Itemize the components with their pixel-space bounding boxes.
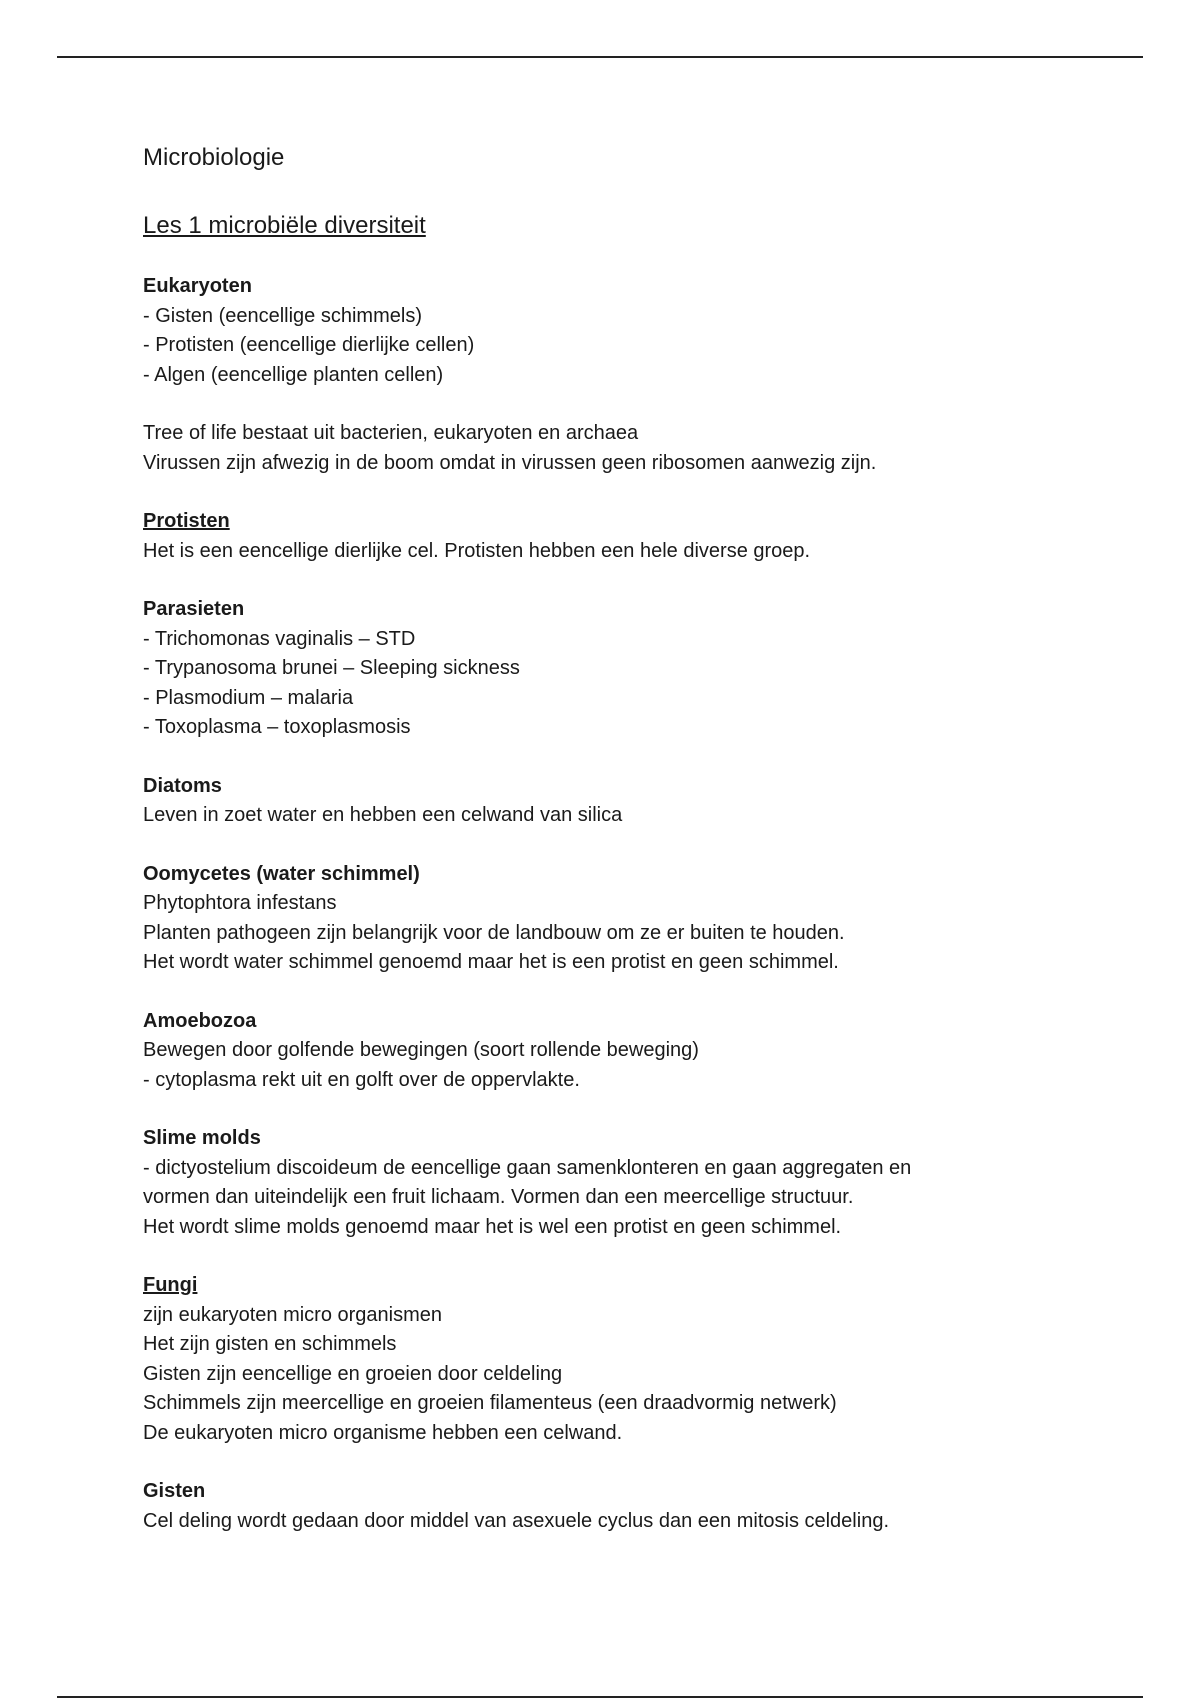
section xyxy=(143,1477,1093,1536)
section-heading: Eukaryoten xyxy=(143,275,252,297)
header-rule xyxy=(57,56,1143,58)
text-line: Planten pathogeen zijn belangrijk voor de landbouw om ze er buiten te houden. xyxy=(143,921,845,944)
text-line: zijn eukaryoten micro organismen xyxy=(143,1303,443,1326)
section-heading: Protisten xyxy=(143,510,230,532)
section-heading: Gisten xyxy=(143,1480,206,1502)
section-heading: Diatoms xyxy=(143,774,222,797)
section-heading: Parasieten xyxy=(143,598,245,620)
section-heading: Amoebozoa xyxy=(143,1009,257,1032)
text-line: Het zijn gisten en schimmels xyxy=(143,1333,397,1355)
section xyxy=(143,507,1093,566)
text-line: Cel deling wordt gedaan door middel van asexuele cyclus dan een mitosis celdeling. xyxy=(143,1509,889,1532)
sections-container xyxy=(143,272,1093,1536)
text-line: Virussen zijn afwezig in de boom omdat in virussen geen ribosomen aanwezig zijn. xyxy=(143,451,877,474)
text-line: Leven in zoet water en hebben een celwand van silica xyxy=(143,804,623,826)
text-line: - Algen (eencellige planten cellen) xyxy=(143,363,444,386)
text-line: De eukaryoten micro organisme hebben een celwand. xyxy=(143,1421,623,1444)
text-line: - Toxoplasma – toxoplasmosis xyxy=(143,716,411,738)
section xyxy=(143,1007,1093,1096)
text-line: Schimmels zijn meercellige en groeien filamenteus (een draadvormig netwerk) xyxy=(143,1392,837,1414)
text-line: - Gisten (eencellige schimmels) xyxy=(143,304,422,327)
section xyxy=(143,1271,1093,1448)
text-line: Het is een eencellige dierlijke cel. Protisten hebben een hele diverse groep. xyxy=(143,539,811,562)
text-line: - Protisten (eencellige dierlijke cellen) xyxy=(143,334,475,356)
section xyxy=(143,419,1093,478)
section xyxy=(143,772,1093,831)
text-line: Tree of life bestaat uit bacterien, eukaryoten en archaea xyxy=(143,422,639,444)
section xyxy=(143,595,1093,743)
text-line: Phytophtora infestans xyxy=(143,892,337,914)
text-line: Het wordt water schimmel genoemd maar het is een protist en geen schimmel. xyxy=(143,951,839,973)
document-title: Microbiologie xyxy=(143,144,285,171)
text-line: - dictyostelium discoideum de eencellige gaan samenklonteren en gaan aggregaten en xyxy=(143,1156,912,1179)
footer-rule xyxy=(57,1696,1143,1698)
section-heading: Slime molds xyxy=(143,1127,261,1149)
text-line: - Trichomonas vaginalis – STD xyxy=(143,627,416,650)
document-body xyxy=(143,142,1093,1565)
text-line: vormen dan uiteindelijk een fruit lichaam. Vormen dan een meercellige structuur. xyxy=(143,1186,854,1208)
text-line: Bewegen door golfende bewegingen (soort rollende beweging) xyxy=(143,1039,699,1061)
section-heading: Oomycetes (water schimmel) xyxy=(143,862,420,885)
text-line: Gisten zijn eencellige en groeien door celdeling xyxy=(143,1362,563,1385)
text-line: Het wordt slime molds genoemd maar het is wel een protist en geen schimmel. xyxy=(143,1215,842,1238)
lesson-title: Les 1 microbiële diversiteit xyxy=(143,212,426,239)
text-line: - Plasmodium – malaria xyxy=(143,686,354,709)
section-heading: Fungi xyxy=(143,1274,198,1296)
section xyxy=(143,860,1093,978)
text-line: - cytoplasma rekt uit en golft over de oppervlakte. xyxy=(143,1068,580,1091)
section xyxy=(143,272,1093,390)
section xyxy=(143,1124,1093,1242)
text-line: - Trypanosoma brunei – Sleeping sickness xyxy=(143,657,520,679)
